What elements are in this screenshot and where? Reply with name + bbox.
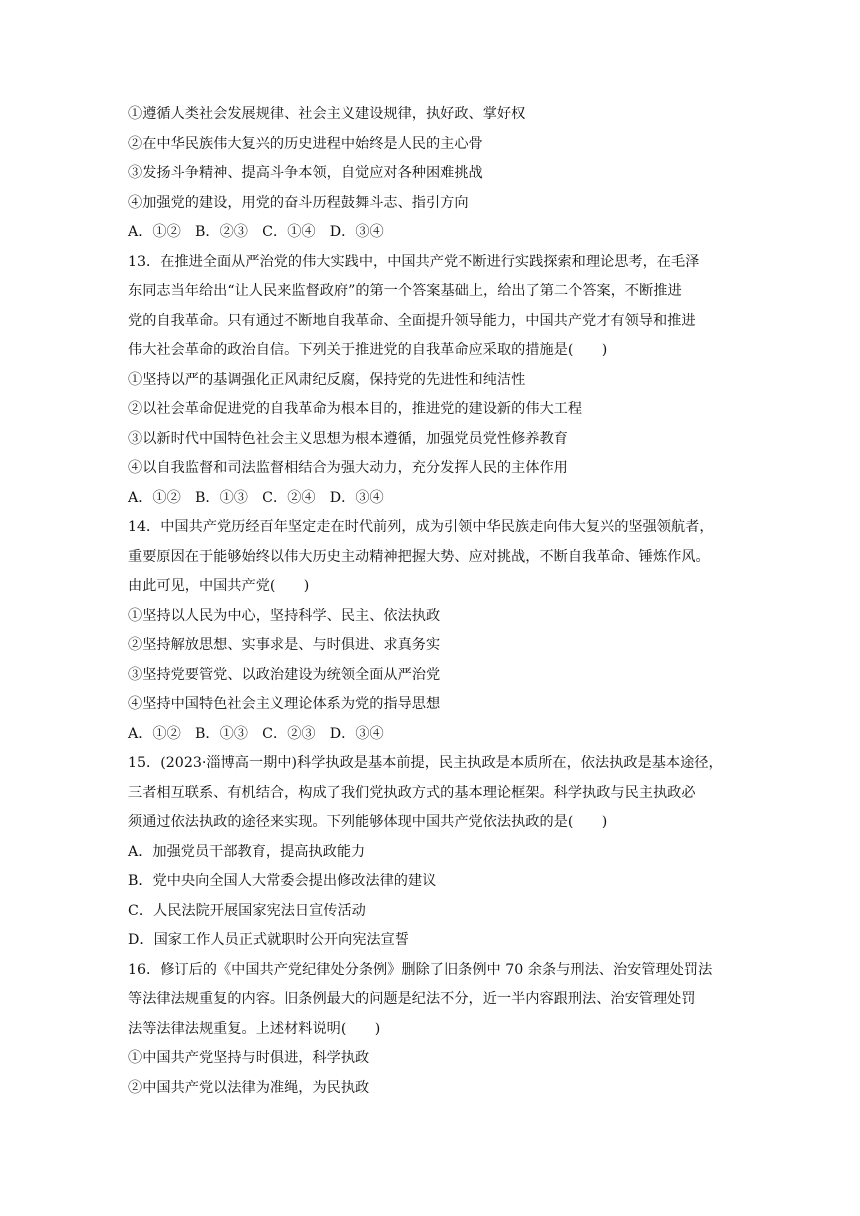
- question-16: [128, 956, 738, 1104]
- stem-line: 重要原因在于能够始终以伟大历史主动精神把握大势、应对挑战，不断自我革命、锤炼作风。: [128, 548, 710, 565]
- question-12-tail: [128, 100, 738, 248]
- answer-choices: A．①② B．①③ C．②④ D．③④: [128, 489, 384, 506]
- stem-line: 16．修订后的《中国共产党纪律处分条例》删除了旧条例中 70 余条与刑法、治安管理处罚法: [128, 961, 713, 978]
- question-15: [128, 749, 738, 956]
- statement-1: ①中国共产党坚持与时俱进，科学执政: [128, 1050, 370, 1066]
- option-b: B．党中央向全国人大常委会提出修改法律的建议: [128, 873, 437, 889]
- statement-4: ④加强党的建设，用党的奋斗历程鼓舞斗志、指引方向: [128, 194, 469, 211]
- statement-1: ①遵循人类社会发展规律、社会主义建设规律，执好政、掌好权: [128, 106, 526, 122]
- option-c: C．人民法院开展国家宪法日宣传活动: [128, 902, 366, 919]
- stem-line: 14．中国共产党历经百年坚定走在时代前列，成为引领中华民族走向伟大复兴的坚强领航者，: [128, 519, 714, 535]
- stem-line: 法等法律法规重复。上述材料说明( ): [128, 1020, 381, 1037]
- stem-line: 须通过依法执政的途径来实现。下列能够体现中国共产党依法执政的是( ): [128, 814, 608, 830]
- statement-2: ②以社会革命促进党的自我革命为根本目的，推进党的建设新的伟大工程: [128, 401, 583, 417]
- statement-2: ②坚持解放思想、实事求是、与时俱进、求真务实: [128, 637, 441, 653]
- statement-1: ①坚持以人民为中心，坚持科学、民主、依法执政: [128, 607, 441, 624]
- answer-choices: A．①② B．①③ C．②③ D．③④: [128, 725, 384, 742]
- question-stem: [128, 513, 738, 602]
- stem-line: 15．(2023·淄博高一期中)科学执政是基本前提，民主执政是本质所在，依法执政是基本途径，: [128, 755, 723, 771]
- option-d: D．国家工作人员正式就职时公开向宪法宣誓: [128, 932, 409, 948]
- statement-3: ③坚持党要管党、以政治建设为统领全面从严治党: [128, 666, 441, 683]
- stem-line: 党的自我革命。只有通过不断地自我革命、全面提升领导能力，中国共产党才有领导和推进: [128, 312, 696, 329]
- question-14: [128, 513, 738, 749]
- answer-choices: A．①② B．②③ C．①④ D．③④: [128, 224, 384, 240]
- question-stem: [128, 956, 738, 1045]
- statement-3: ③发扬斗争精神、提高斗争本领，自觉应对各种困难挑战: [128, 165, 483, 181]
- statement-1: ①坚持以严的基调强化正风肃纪反腐，保持党的先进性和纯洁性: [128, 371, 526, 388]
- option-a: A．加强党员干部教育，提高执政能力: [128, 843, 366, 860]
- statement-4: ④以自我监督和司法监督相结合为强大动力，充分发挥人民的主体作用: [128, 460, 568, 476]
- statement-3: ③以新时代中国特色社会主义思想为根本遵循，加强党员党性修养教育: [128, 430, 568, 447]
- question-stem: [128, 749, 738, 838]
- statement-4: ④坚持中国特色社会主义理论体系为党的指导思想: [128, 696, 441, 712]
- stem-line: 三者相互联系、有机结合，构成了我们党执政方式的基本理论框架。科学执政与民主执政必: [128, 784, 696, 801]
- stem-line: 伟大社会革命的政治自信。下列关于推进党的自我革命应采取的措施是( ): [128, 342, 608, 358]
- stem-line: 等法律法规重复的内容。旧条例最大的问题是纪法不分，近一半内容跟刑法、治安管理处罚: [128, 991, 696, 1007]
- statement-2: ②中国共产党以法律为准绳，为民执政: [128, 1079, 370, 1096]
- question-stem: [128, 248, 738, 366]
- statement-2: ②在中华民族伟大复兴的历史进程中始终是人民的主心骨: [128, 135, 483, 152]
- stem-line: 13．在推进全面从严治党的伟大实践中，中国共产党不断进行实践探索和理论思考，在毛泽: [128, 253, 700, 270]
- stem-line: 由此可见，中国共产党( ): [128, 578, 310, 594]
- document-page: [128, 100, 738, 1103]
- stem-line: 东同志当年给出“让人民来监督政府”的第一个答案基础上，给出了第二个答案，不断推进: [128, 283, 682, 299]
- question-13: [128, 248, 738, 514]
